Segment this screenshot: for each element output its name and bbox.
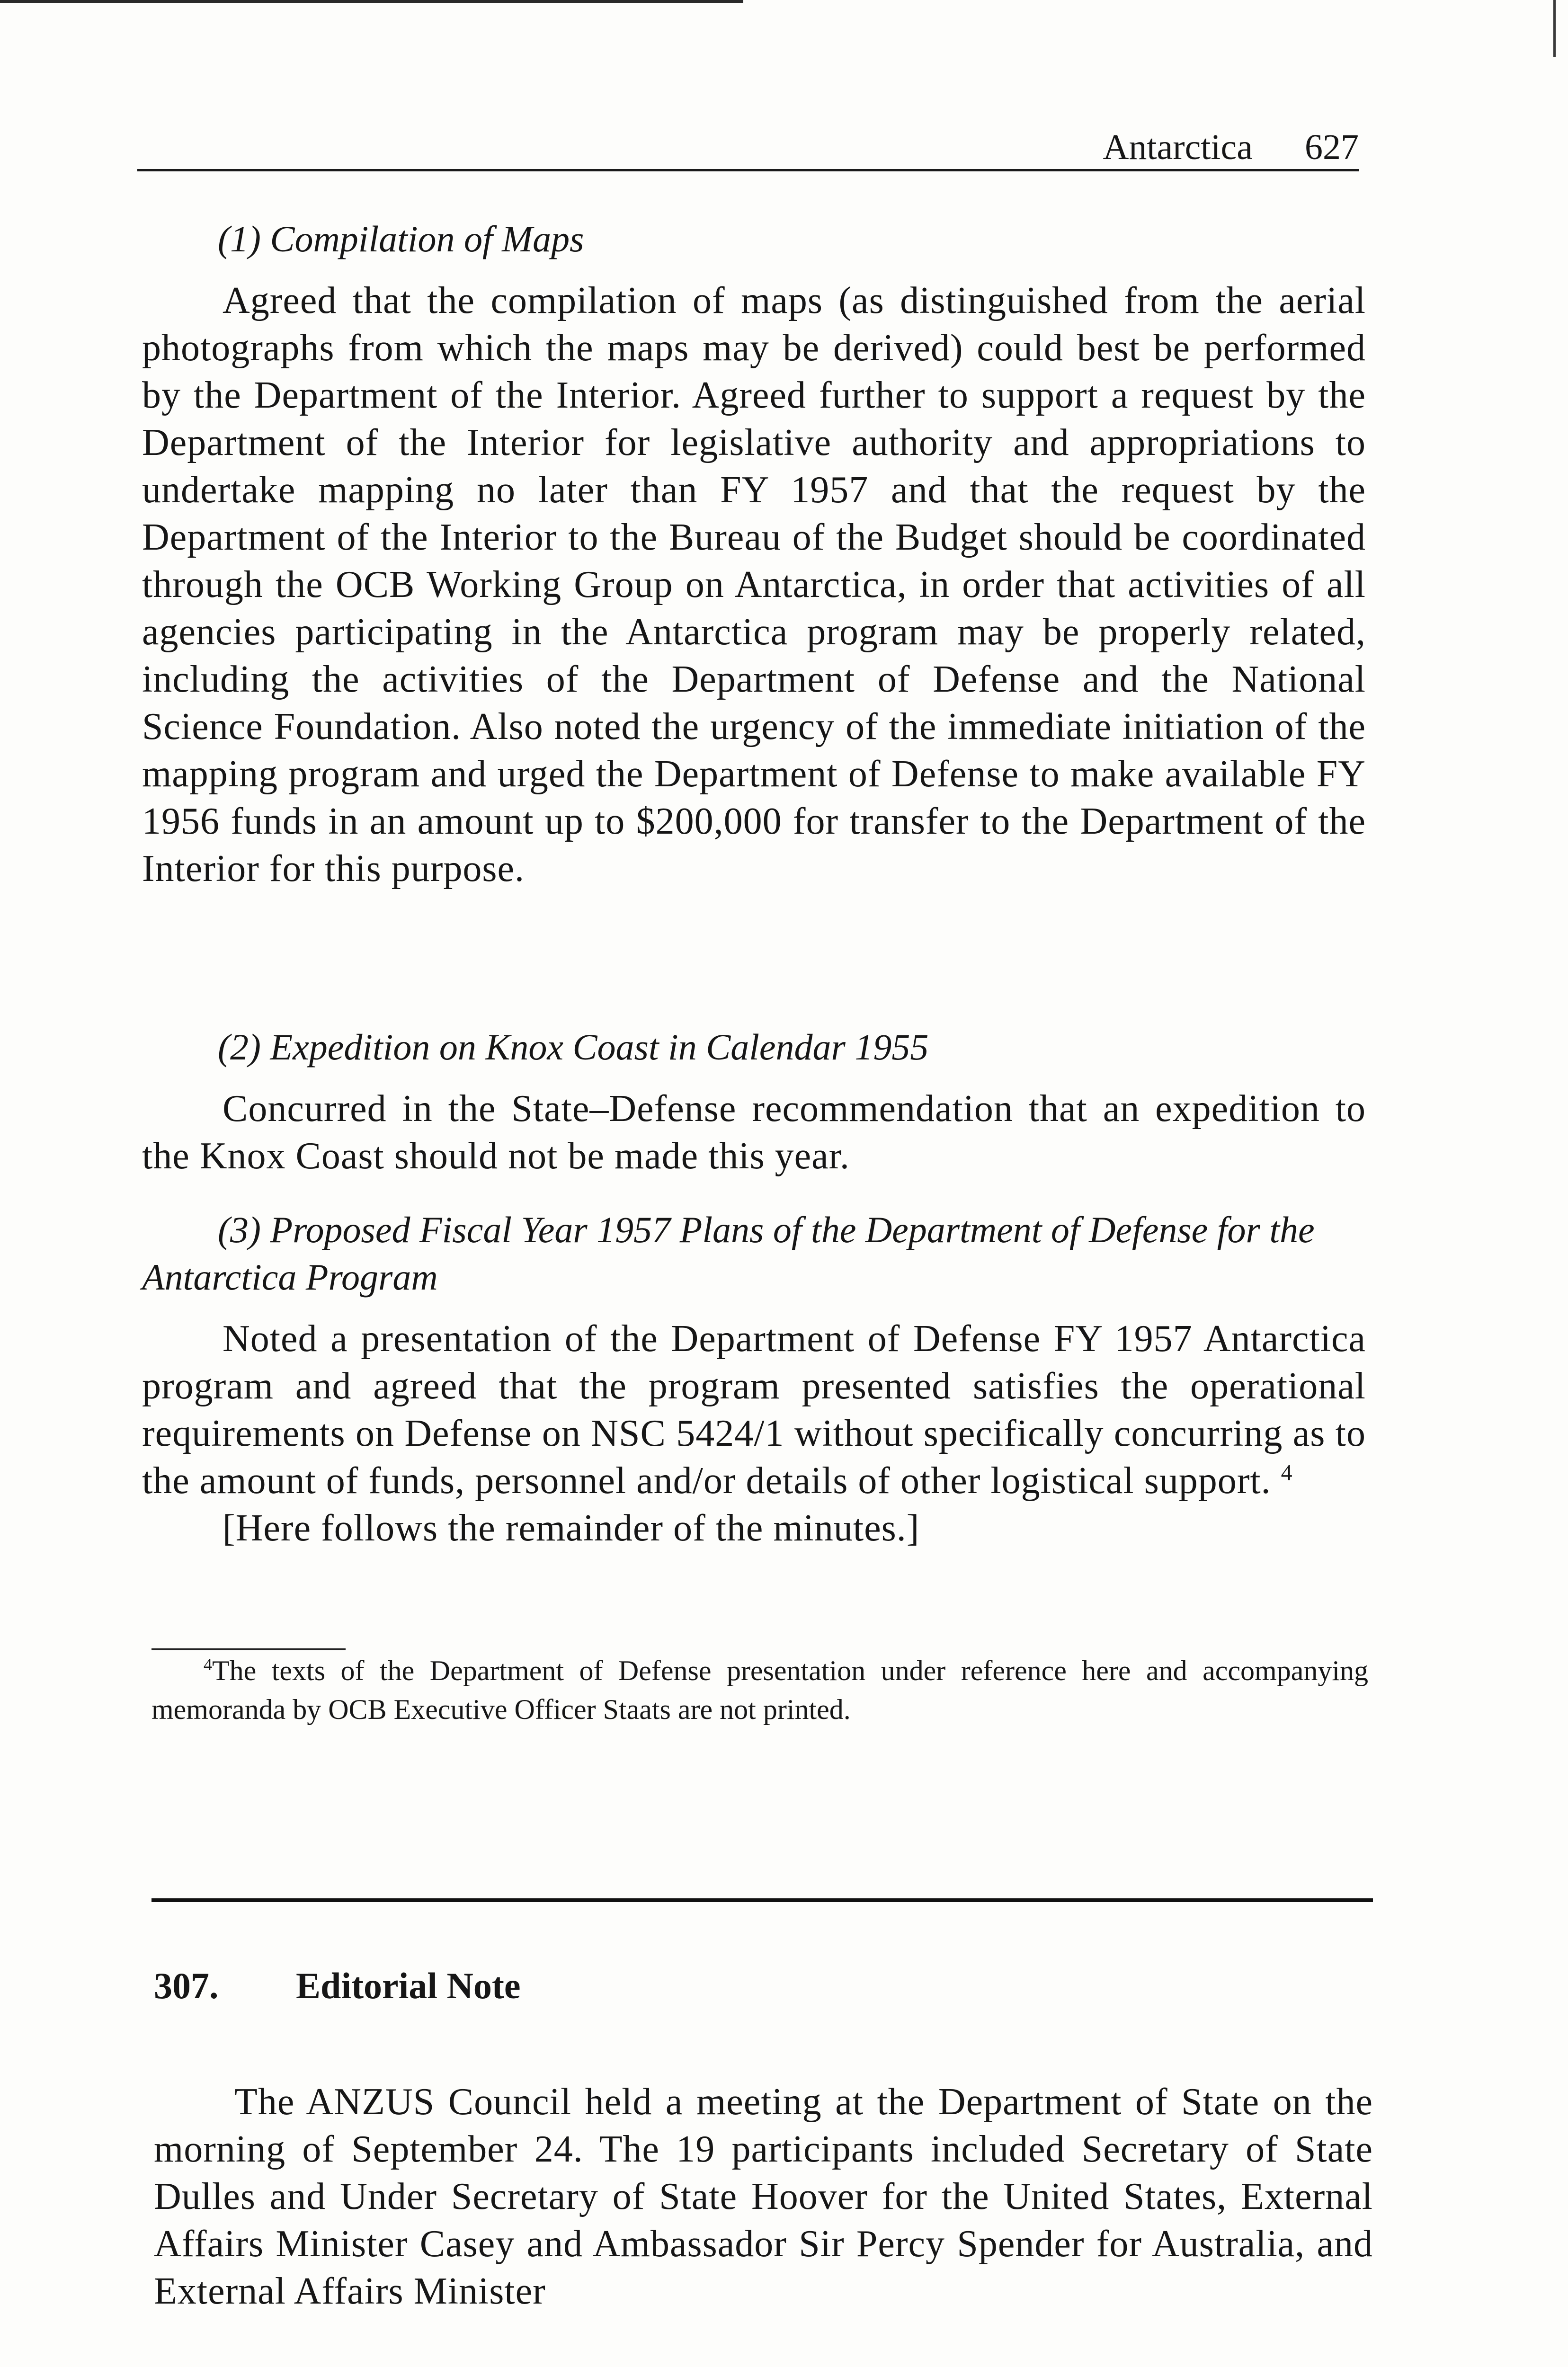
running-header-title: Antarctica [1103,127,1253,167]
footnote-text: The texts of the Department of Defense presentation under reference here and accompanying memoranda by OCB Executive Officer Staats are not printed. [151,1655,1368,1725]
section-paragraph: Agreed that the compilation of maps (as distinguished from the aerial photographs from which the maps may be derived) could best be performed by the Department of the Interior. Agreed further to support a request by the Department of the Interior for legislative authority and appropriations to undertake mapping no later than FY 1957 and that the request by the Department of the Interior to the Bureau of the Budget should be coordinated through the OCB Working Group on Antarctica, in order that activities of all agencies participating in the Antarctica program may be properly related, including the activities of the Department of Defense and the National Science Foundation. Also noted the urgency of the immediate initiation of the mapping program and urged the Department of Defense to make available FY 1956 funds in an amount up to $200,000 for transfer to the Department of the Interior for this purpose. [142,280,1366,890]
footnote-number: 4 [204,1655,212,1674]
page-edge-right [1553,0,1556,57]
page-edge-top [0,0,743,3]
document-heading [154,1965,520,2007]
section-compilation-of-maps [142,215,1366,892]
document-title: Editorial Note [296,1965,521,2006]
section-fy1957-plans [142,1206,1366,1552]
remainder-note: [Here follows the remainder of the minutes.] [223,1507,920,1549]
section-knox-coast-expedition [142,1023,1366,1180]
section-heading: (2) Expedition on Knox Coast in Calendar 1955 [218,1026,929,1068]
section-heading: (3) Proposed Fiscal Year 1957 Plans of the Department of Defense for the Antarctica Program [142,1209,1315,1298]
footnote-rule [151,1648,346,1650]
editorial-note-body [154,2078,1373,2315]
section-divider [151,1898,1373,1902]
document-number: 307. [154,1965,219,2006]
editorial-note-paragraph: The ANZUS Council held a meeting at the Department of State on the morning of September 24. The 19 participants included Secretary of State Dulles and Under Secretary of State Hoover for the United States, External Affairs Minister Casey and Ambassador Sir Percy Spender for Australia, and External Affairs Minister [154,2081,1373,2312]
section-paragraph [142,1315,1366,1504]
footnote [151,1651,1368,1729]
section-paragraph: Concurred in the State–Defense recommendation that an expedition to the Knox Coast should not be made this year. [142,1088,1366,1177]
section-heading: (1) Compilation of Maps [218,218,584,259]
page-number: 627 [1305,127,1359,167]
section-paragraph-text: Noted a presentation of the Department of Defense FY 1957 Antarctica program and agreed that the program presented satisfies the operational requirements on Defense on NSC 5424/1 without specifically concurring as to the amount of funds, personnel and/or details of other logistical support. [142,1318,1366,1502]
running-header [137,124,1359,171]
footnote-reference: 4 [1281,1460,1293,1486]
